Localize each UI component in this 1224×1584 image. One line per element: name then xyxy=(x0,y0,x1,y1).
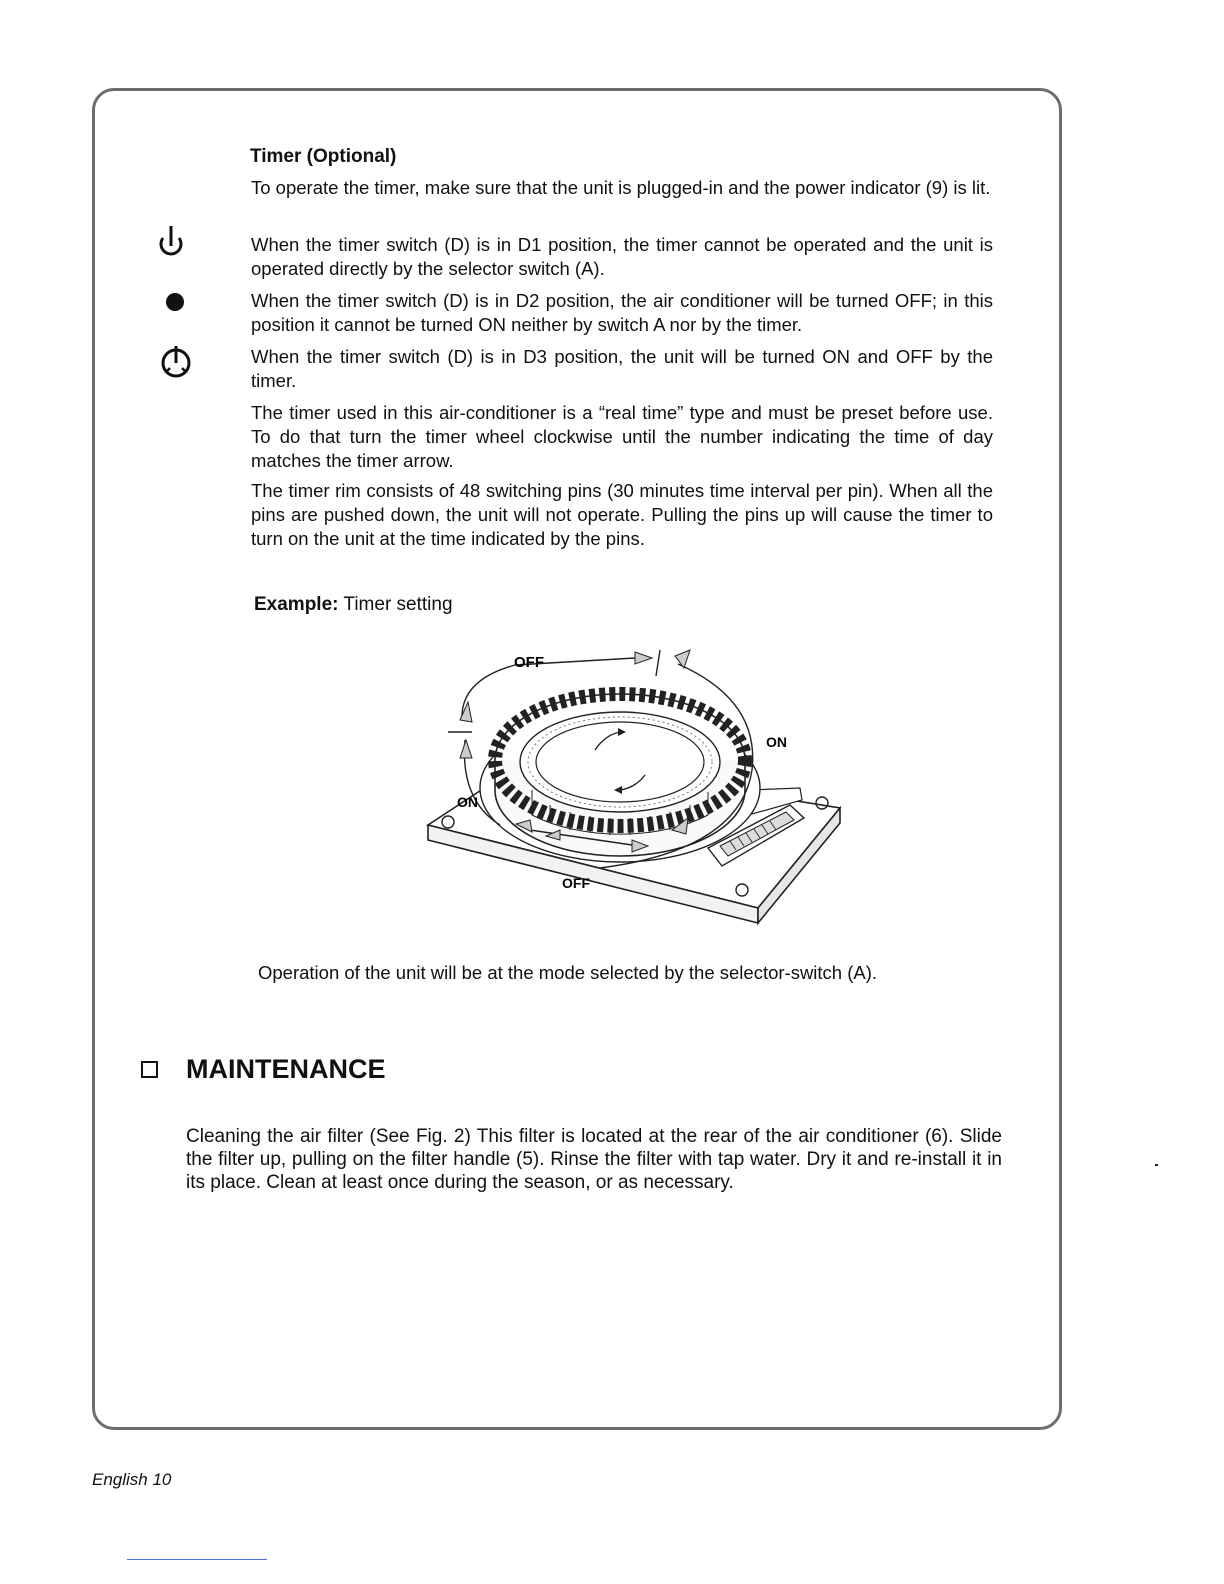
diagram-caption: Operation of the unit will be at the mode selected by the selector-switch (A). xyxy=(258,962,878,983)
maintenance-title: MAINTENANCE xyxy=(186,1054,386,1084)
diagram-label-off-bottom: OFF xyxy=(562,875,590,891)
timer-d3-text: When the timer switch (D) is in D3 position, the unit will be turned ON and OFF by the timer. xyxy=(251,346,993,391)
timer-title: Timer (Optional) xyxy=(250,146,397,167)
checkbox-icon xyxy=(141,1061,158,1078)
diagram-label-on-right: ON xyxy=(766,734,787,750)
example-text: Timer setting xyxy=(343,594,453,615)
timer-intro: To operate the timer, make sure that the unit is plugged-in and the power indicator (9) is lit. xyxy=(251,177,991,198)
example-label: Example: xyxy=(254,594,339,615)
bottom-rule xyxy=(127,1559,267,1560)
timer-d3-icon xyxy=(152,342,200,386)
example-line xyxy=(254,594,453,616)
timer-pins-text: The timer rim consists of 48 switching pins (30 minutes time interval per pin). When all the pins are pushed down, the unit will not operate. Pulling the pins up will cause the timer to turn on the unit at the time indicated by the pins. xyxy=(251,480,993,549)
power-d1-icon xyxy=(152,222,190,270)
scan-speck xyxy=(1155,1164,1158,1166)
diagram-label-off-top: OFF xyxy=(514,654,544,671)
diagram-label-on-left: ON xyxy=(457,794,478,810)
bullet-d2-icon xyxy=(152,290,190,316)
timer-dial xyxy=(480,694,760,862)
page-footer: English 10 xyxy=(92,1470,172,1489)
maintenance-text: Cleaning the air filter (See Fig. 2) This filter is located at the rear of the air conditioner (6). Slide the filter up, pulling on the filter handle (5). Rinse the filter with tap water. Dry it and re-install it in its place. Clean at least once during the season, or as necessary. xyxy=(186,1126,1002,1193)
timer-d1-text: When the timer switch (D) is in D1 position, the timer cannot be operated and the unit is operated directly by the selector switch (A). xyxy=(251,234,993,279)
timer-diagram xyxy=(420,640,860,930)
timer-d2-text: When the timer switch (D) is in D2 position, the air conditioner will be turned OFF; in this position it cannot be turned ON neither by switch A nor by the timer. xyxy=(251,290,993,335)
timer-realtime-text: The timer used in this air-conditioner is a “real time” type and must be preset before use. To do that turn the timer wheel clockwise until the number indicating the time of day matches the timer arrow. xyxy=(251,402,993,471)
